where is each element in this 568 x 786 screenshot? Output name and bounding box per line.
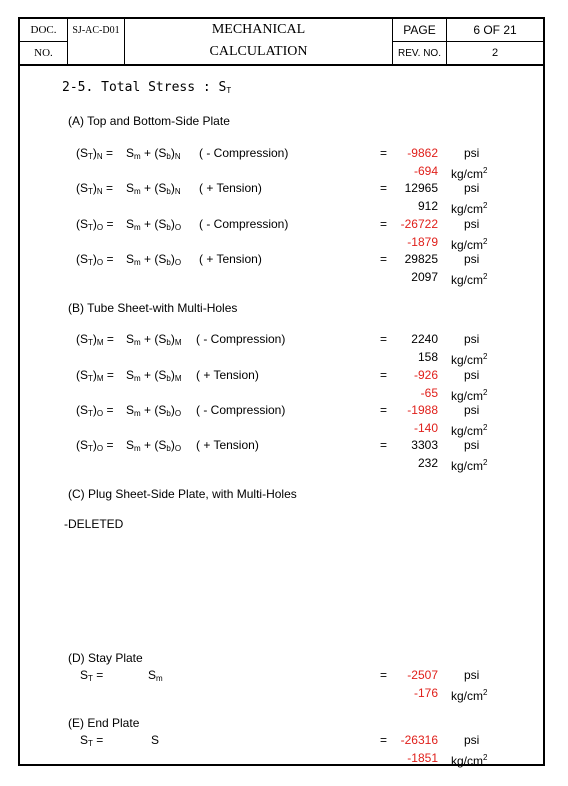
- psi-unit: psi: [464, 146, 480, 160]
- end-psi-unit: psi: [464, 733, 480, 747]
- equation-condition: ( + Tension): [196, 368, 259, 382]
- end-psi-value: -26316: [400, 733, 438, 747]
- psi-unit: psi: [464, 252, 480, 266]
- equation-lhs: $(S_T)_O$ =: [76, 252, 114, 267]
- rev-label: REV. NO.: [398, 47, 441, 59]
- kg-unit: $kg/cm^2$: [451, 201, 488, 216]
- stay-equals: =: [380, 668, 388, 682]
- psi-value: -26722: [400, 217, 438, 231]
- equation-lhs: $(S_T)_O$ =: [76, 217, 114, 232]
- kg-unit: $kg/cm^2$: [451, 388, 488, 403]
- equation-condition: ( + Tension): [199, 252, 262, 266]
- equation-equals: =: [380, 217, 388, 231]
- end-kg-value: -1851: [407, 751, 438, 765]
- kg-unit: $kg/cm^2$: [451, 166, 488, 181]
- kg-value: -140: [413, 421, 438, 435]
- psi-value: 2240: [411, 332, 438, 346]
- stay-kg-value: -176: [413, 686, 438, 700]
- kg-value: -694: [413, 164, 438, 178]
- page-label: PAGE: [403, 23, 436, 37]
- kg-unit: $kg/cm^2$: [451, 458, 488, 473]
- kg-unit: $kg/cm^2$: [451, 423, 488, 438]
- psi-unit: psi: [464, 217, 480, 231]
- subsection-e-title: (E) End Plate: [68, 716, 140, 730]
- title-line-2: CALCULATION: [209, 44, 308, 59]
- stay-psi-value: -2507: [407, 668, 438, 682]
- stay-psi-unit: psi: [464, 668, 480, 682]
- equation-rhs: $S_m + (S_b)_M$: [126, 368, 182, 383]
- psi-value: 29825: [404, 252, 438, 266]
- psi-value: -9862: [407, 146, 438, 160]
- kg-value: 912: [417, 199, 438, 213]
- equation-rhs: $S_m + (S_b)_O$: [126, 438, 182, 453]
- kg-value: -1879: [407, 235, 438, 249]
- psi-value: 3303: [411, 438, 438, 452]
- equation-equals: =: [380, 403, 388, 417]
- equation-condition: ( - Compression): [199, 146, 289, 160]
- kg-unit: $kg/cm^2$: [451, 352, 488, 367]
- equation-lhs: $(S_T)_N$ =: [76, 181, 114, 196]
- equation-equals: =: [380, 252, 388, 266]
- psi-unit: psi: [464, 403, 480, 417]
- kg-value: 232: [417, 456, 438, 470]
- kg-unit: $kg/cm^2$: [451, 237, 488, 252]
- psi-unit: psi: [464, 332, 480, 346]
- stay-lhs: $S_T$ =: [80, 668, 104, 683]
- equation-lhs: $(S_T)_M$ =: [76, 368, 114, 383]
- psi-value: -926: [413, 368, 438, 382]
- kg-unit: $kg/cm^2$: [451, 272, 488, 287]
- psi-value: 12965: [404, 181, 438, 195]
- equation-rhs: $S_m + (S_b)_O$: [126, 252, 182, 267]
- stay-rhs: $S_m$: [148, 668, 163, 683]
- equation-lhs: $(S_T)_O$ =: [76, 438, 114, 453]
- equation-condition: ( + Tension): [199, 181, 262, 195]
- equation-equals: =: [380, 368, 388, 382]
- equation-rhs: $S_m + (S_b)_N$: [126, 146, 181, 161]
- psi-unit: psi: [464, 181, 480, 195]
- doc-number: SJ-AC-D01: [72, 24, 120, 36]
- equation-condition: ( + Tension): [196, 438, 259, 452]
- kg-value: 2097: [411, 270, 438, 284]
- equation-condition: ( - Compression): [196, 403, 286, 417]
- end-kg-unit: $kg/cm^2$: [451, 753, 488, 768]
- end-lhs: $S_T$ =: [80, 733, 104, 748]
- equation-lhs: $(S_T)_O$ =: [76, 403, 114, 418]
- psi-value: -1988: [407, 403, 438, 417]
- document-header: [20, 19, 543, 66]
- subsection-a-title: (A) Top and Bottom-Side Plate: [68, 114, 230, 128]
- kg-value: 158: [417, 350, 438, 364]
- doc-label: DOC.: [30, 24, 57, 36]
- subsection-b-title: (B) Tube Sheet-with Multi-Holes: [68, 301, 238, 315]
- title-line-1: MECHANICAL: [211, 22, 306, 37]
- equation-rhs: $S_m + (S_b)_O$: [126, 217, 182, 232]
- stay-kg-unit: $kg/cm^2$: [451, 688, 488, 703]
- equation-equals: =: [380, 438, 388, 452]
- equation-equals: =: [380, 181, 388, 195]
- equation-lhs: $(S_T)_M$ =: [76, 332, 114, 347]
- equation-condition: ( - Compression): [196, 332, 286, 346]
- equation-condition: ( - Compression): [199, 217, 289, 231]
- equation-rhs: $S_m + (S_b)_O$: [126, 403, 182, 418]
- psi-unit: psi: [464, 368, 480, 382]
- subsection-c-title: (C) Plug Sheet-Side Plate, with Multi-Holes: [68, 487, 297, 501]
- psi-unit: psi: [464, 438, 480, 452]
- equation-rhs: $S_m + (S_b)_M$: [126, 332, 182, 347]
- equation-equals: =: [380, 146, 388, 160]
- rev-value: 2: [491, 47, 499, 59]
- subsection-d-title: (D) Stay Plate: [68, 651, 143, 665]
- end-rhs: S: [151, 733, 160, 747]
- subsection-c-deleted: -DELETED: [64, 517, 124, 531]
- kg-value: -65: [420, 386, 438, 400]
- end-equals: =: [380, 733, 388, 747]
- equation-lhs: $(S_T)_N$ =: [76, 146, 114, 161]
- no-label: NO.: [34, 47, 53, 59]
- equation-equals: =: [380, 332, 388, 346]
- page-value: 6 OF 21: [473, 23, 517, 37]
- section-title: 2-5. Total Stress : $S_T$: [62, 80, 232, 95]
- equation-rhs: $S_m + (S_b)_N$: [126, 181, 181, 196]
